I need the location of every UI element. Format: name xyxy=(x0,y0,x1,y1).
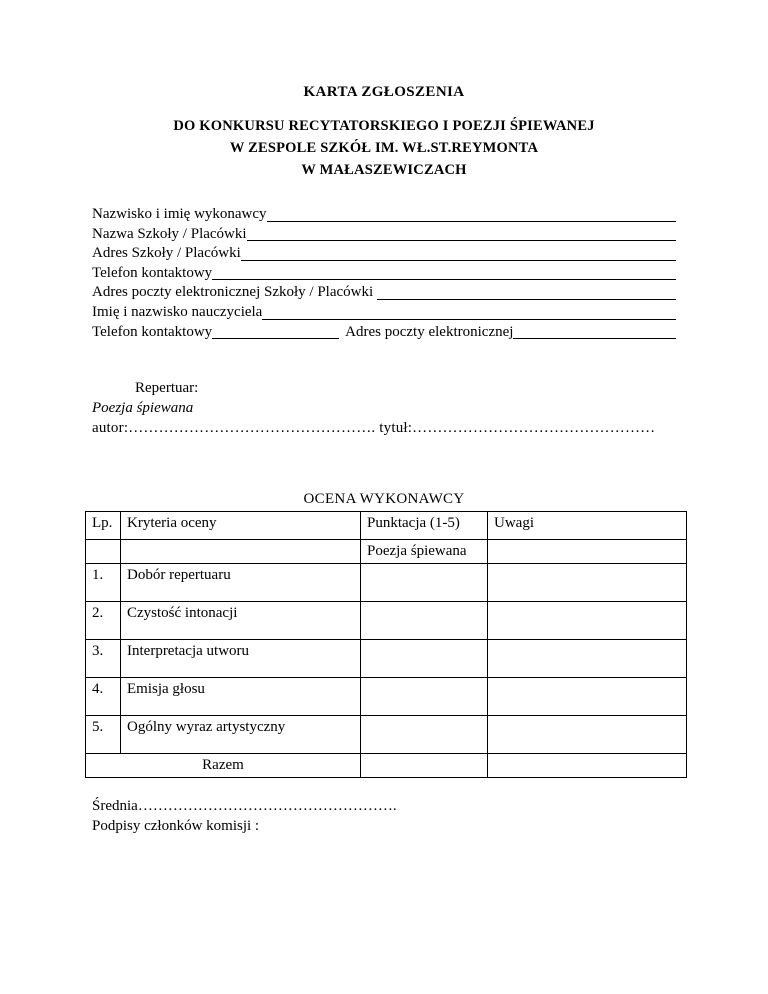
blank-line xyxy=(377,283,676,300)
table-row xyxy=(86,716,687,754)
page-title: KARTA ZGŁOSZENIA xyxy=(303,84,465,100)
page-subtitle xyxy=(92,115,676,181)
contact-fields xyxy=(92,205,676,342)
blank-line xyxy=(247,225,676,242)
row-number: 4. xyxy=(86,678,121,716)
score-cell xyxy=(361,716,488,754)
score-cell xyxy=(361,640,488,678)
evaluation-heading: OCENA WYKONAWCY xyxy=(303,491,465,508)
score-cell xyxy=(361,678,488,716)
subtitle-line: W ZESPOLE SZKÓŁ IM. WŁ.ST.REYMONTA xyxy=(229,140,539,156)
signatures-label: Podpisy członków komisji : xyxy=(92,818,260,835)
criterion-label: Dobór repertuaru xyxy=(121,564,361,602)
repertoire-category: Poezja śpiewana xyxy=(92,400,194,417)
field-phone-and-email xyxy=(92,323,676,343)
col-header-remarks: Uwagi xyxy=(488,512,687,540)
remarks-cell xyxy=(488,754,687,778)
remarks-cell xyxy=(488,564,687,602)
col-header-points: Punktacja (1-5) xyxy=(361,512,488,540)
row-number: 3. xyxy=(86,640,121,678)
score-cell xyxy=(361,564,488,602)
criterion-label: Emisja głosu xyxy=(121,678,361,716)
blank-line xyxy=(212,264,676,281)
empty-cell xyxy=(488,540,687,564)
evaluation-table xyxy=(85,511,687,778)
table-row xyxy=(86,678,687,716)
average-line: Średnia……………………………………………. xyxy=(92,798,397,815)
field-label: Adres poczty elektronicznej xyxy=(345,323,514,340)
empty-cell xyxy=(121,540,361,564)
subtitle-line: W MAŁASZEWICZACH xyxy=(301,162,467,178)
criterion-label: Czystość intonacji xyxy=(121,602,361,640)
blank-line xyxy=(212,323,339,340)
criterion-label: Ogólny wyraz artystyczny xyxy=(121,716,361,754)
field-school-address xyxy=(92,244,676,264)
subheader-category: Poezja śpiewana xyxy=(361,540,488,564)
field-school-email xyxy=(92,283,676,303)
table-subheader-row xyxy=(86,540,687,564)
field-contact-phone xyxy=(92,264,676,284)
blank-line xyxy=(513,323,676,340)
repertoire-section xyxy=(92,378,676,438)
repertoire-heading: Repertuar: xyxy=(135,380,199,397)
field-label: Telefon kontaktowy xyxy=(92,264,213,281)
score-cell xyxy=(361,754,488,778)
field-teacher-name xyxy=(92,303,676,323)
field-label: Adres poczty elektronicznej Szkoły / Placówki xyxy=(92,284,374,301)
empty-cell xyxy=(86,540,121,564)
row-number: 1. xyxy=(86,564,121,602)
field-label: Adres Szkoły / Placówki xyxy=(92,245,241,262)
razem-label: Razem xyxy=(86,754,361,778)
blank-line xyxy=(241,244,676,261)
field-performer-name xyxy=(92,205,676,225)
bottom-section xyxy=(92,796,676,836)
remarks-cell xyxy=(488,678,687,716)
field-label: Imię i nazwisko nauczyciela xyxy=(92,303,263,320)
remarks-cell xyxy=(488,716,687,754)
criterion-label: Interpretacja utworu xyxy=(121,640,361,678)
table-row xyxy=(86,640,687,678)
remarks-cell xyxy=(488,640,687,678)
field-label: Telefon kontaktowy xyxy=(92,323,213,340)
table-row xyxy=(86,564,687,602)
blank-line xyxy=(267,205,676,222)
author-title-line: autor:…………………………………………. tytuł:………………………………………… xyxy=(92,420,656,437)
field-label: Nazwisko i imię wykonawcy xyxy=(92,206,267,222)
blank-line xyxy=(262,303,676,320)
row-number: 2. xyxy=(86,602,121,640)
col-header-lp: Lp. xyxy=(86,512,121,540)
field-school-name xyxy=(92,225,676,245)
field-label: Nazwa Szkoły / Placówki xyxy=(92,225,247,242)
table-footer-row xyxy=(86,754,687,778)
remarks-cell xyxy=(488,602,687,640)
table-row xyxy=(86,602,687,640)
score-cell xyxy=(361,602,488,640)
table-header-row xyxy=(86,512,687,540)
row-number: 5. xyxy=(86,716,121,754)
subtitle-line: DO KONKURSU RECYTATORSKIEGO I POEZJI ŚPIEWANEJ xyxy=(173,118,595,134)
col-header-criteria: Kryteria oceny xyxy=(121,512,361,540)
